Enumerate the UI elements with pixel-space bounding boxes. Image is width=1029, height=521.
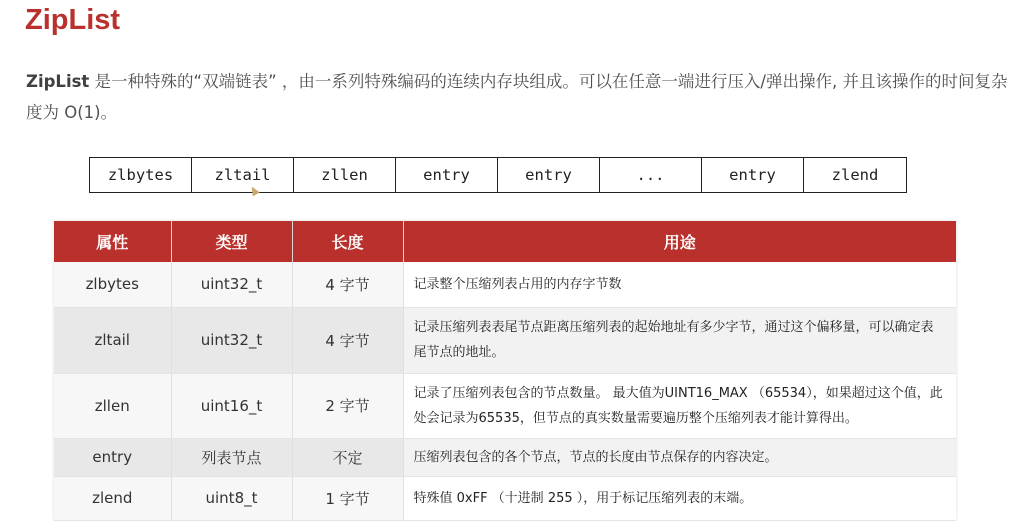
table-row [54, 373, 956, 438]
structure-cell-zlend: zlend [831, 166, 879, 184]
cell-type: uint16_t [171, 373, 292, 438]
intro-paragraph [26, 66, 1016, 128]
table-row [54, 262, 956, 307]
cell-length: 1 字节 [292, 476, 403, 520]
cell-type: uint32_t [171, 307, 292, 373]
cell-type: uint8_t [171, 476, 292, 520]
page-title: ZipList [25, 4, 121, 36]
structure-cell-zllen: zllen [294, 158, 396, 192]
structure-cell-zltail: zltail [192, 158, 294, 192]
attribute-table [54, 221, 956, 521]
structure-cell-entry-2: entry [498, 158, 600, 192]
header-type: 类型 [171, 221, 292, 262]
header-length: 长度 [292, 221, 403, 262]
cell-attribute: zlend [54, 476, 171, 520]
cell-length: 4 字节 [292, 307, 403, 373]
cell-attribute: zlbytes [54, 262, 171, 307]
table-header-row [54, 221, 956, 262]
cell-purpose: 记录整个压缩列表占用的内存字节数 [403, 262, 956, 307]
cell-length: 不定 [292, 438, 403, 476]
structure-cell-ellipsis: ... [600, 158, 702, 192]
cell-attribute: zllen [54, 373, 171, 438]
table-row [54, 307, 956, 373]
cell-type: 列表节点 [171, 438, 292, 476]
cell-attribute: zltail [54, 307, 171, 373]
structure-cell-entry-1: entry [396, 158, 498, 192]
ziplist-structure-diagram [89, 157, 907, 193]
header-purpose: 用途 [403, 221, 956, 262]
intro-text: 是一种特殊的“双端链表” ，由一系列特殊编码的连续内存块组成。可以在任意一端进行压入/弹出操作, 并且该操作的时间复杂度为 O(1)。 [26, 72, 1008, 122]
cell-attribute: entry [54, 438, 171, 476]
cell-purpose: 压缩列表包含的各个节点，节点的长度由节点保存的内容决定。 [403, 438, 956, 476]
cell-purpose: 记录压缩列表表尾节点距离压缩列表的起始地址有多少字节，通过这个偏移量，可以确定表尾节点的地址。 [403, 307, 956, 373]
table-row [54, 438, 956, 476]
header-attribute: 属性 [54, 221, 171, 262]
cell-purpose: 特殊值 0xFF （十进制 255 ），用于标记压缩列表的末端。 [403, 476, 956, 520]
cell-length: 4 字节 [292, 262, 403, 307]
cell-length: 2 字节 [292, 373, 403, 438]
structure-cell-zlbytes: zlbytes [90, 158, 192, 192]
cell-type: uint32_t [171, 262, 292, 307]
intro-keyword: ZipList [26, 72, 90, 91]
structure-cell-entry-3: entry [702, 158, 804, 192]
cell-purpose: 记录了压缩列表包含的节点数量。 最大值为UINT16_MAX （65534），如果超过这个值，此处会记录为65535，但节点的真实数量需要遍历整个压缩列表才能计算得出。 [403, 373, 956, 438]
table-row [54, 476, 956, 520]
